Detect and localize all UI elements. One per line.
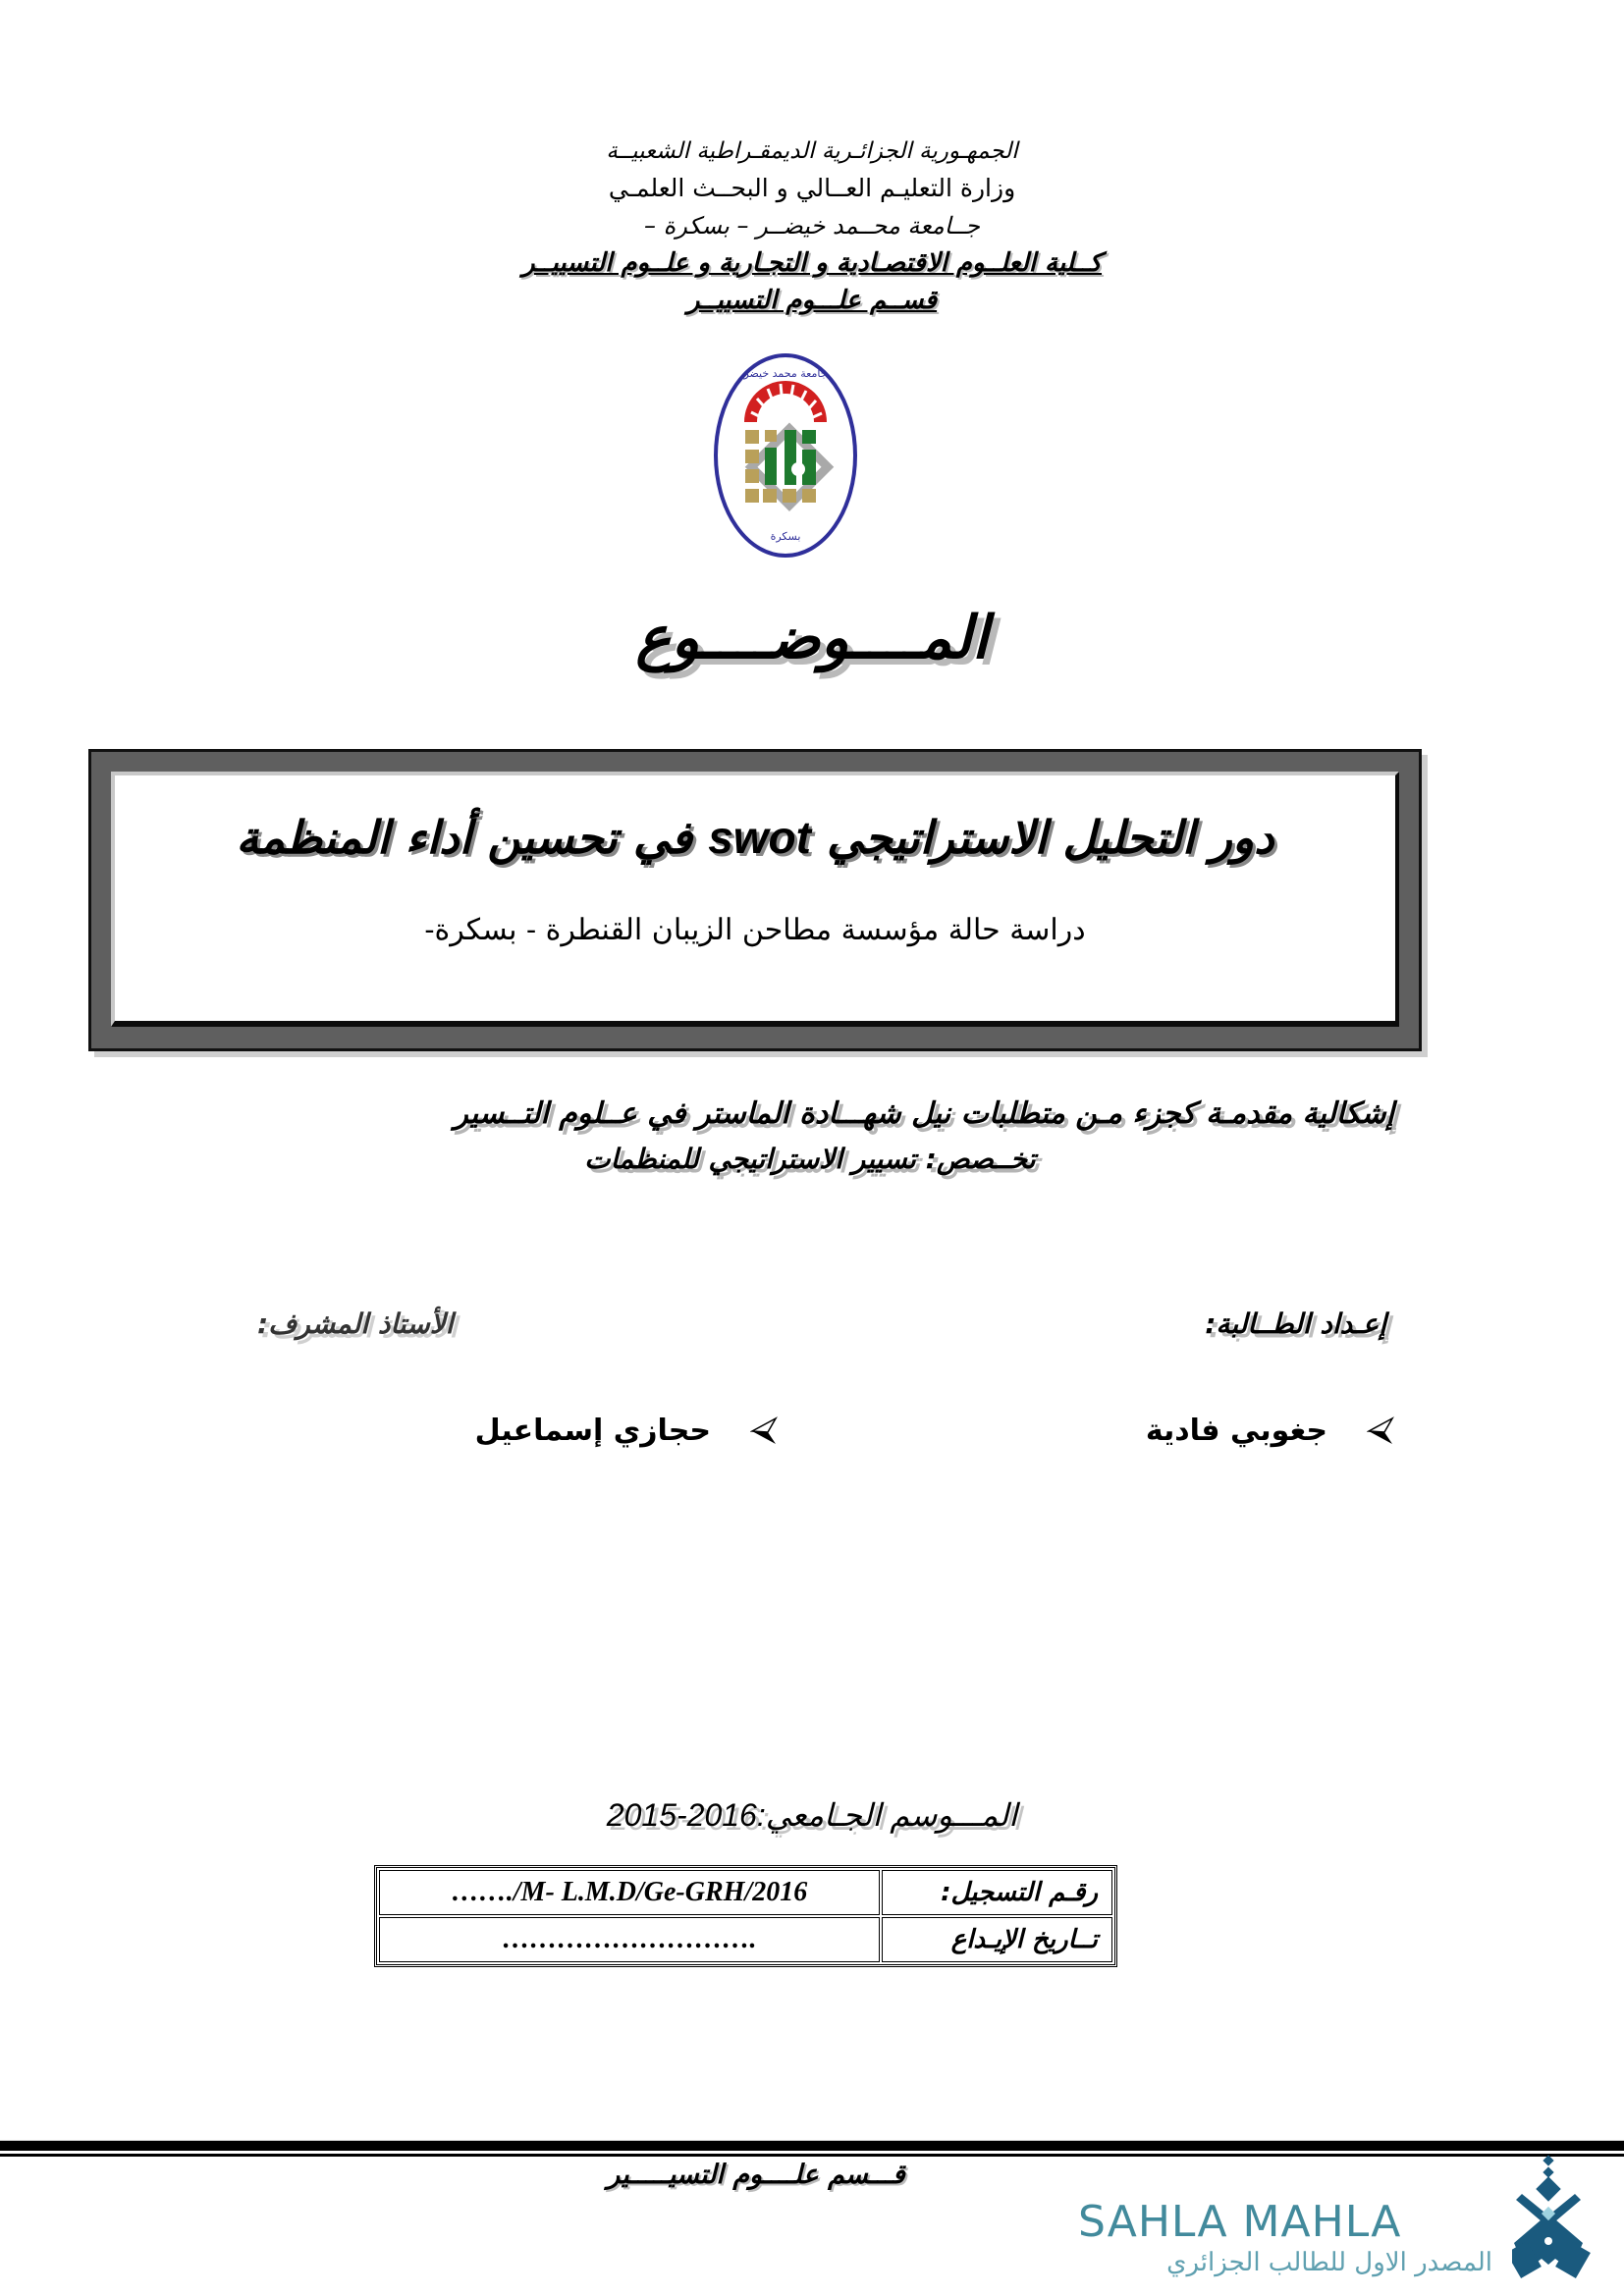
supervisor-entry — [475, 1414, 778, 1448]
institution-header — [0, 133, 1624, 319]
specialization-line: تخــصص: تسيير الاستراتيجي للمنظمات — [584, 1143, 1036, 1175]
degree-purpose — [147, 1092, 1394, 1182]
thesis-title — [115, 811, 1395, 864]
supervisor-label: الأستاذ المشرف: — [257, 1308, 454, 1340]
footer-rule-thin — [0, 2154, 1624, 2157]
watermark-tagline: المصدر الاول للطالب الجزائري — [1166, 2248, 1492, 2277]
registration-number-value: ……./M- L.M.D/Ge-GRH/2016 — [379, 1870, 880, 1915]
sahla-mahla-logo-icon — [1512, 2155, 1620, 2282]
title-frame — [88, 749, 1422, 1051]
registration-number-label: رقـم التسجيل: — [882, 1870, 1112, 1915]
student-entry — [1146, 1414, 1394, 1448]
university-logo — [712, 351, 859, 560]
faculty-name: كــلية العلــوم الاقتصـادية و التجـارية و علــوم التسييــر — [521, 248, 1103, 278]
subject-heading: المــــوضــــوع — [635, 604, 989, 672]
registration-table — [374, 1865, 1117, 1967]
title-frame-inner — [111, 772, 1399, 1027]
case-study-subtitle: دراسة حالة مؤسسة مطاحن الزيبان القنطرة - بسكرة- — [424, 913, 1086, 947]
footer-rule-thick — [0, 2140, 1624, 2151]
supervisor-name: حجازي إسماعيل — [474, 1414, 711, 1448]
academic-year — [0, 1796, 1624, 1834]
student-name: جغوبي فادية — [1145, 1414, 1327, 1448]
prepared-by-label: إعـداد الطــالبة: — [1205, 1308, 1386, 1340]
arrowhead-bullet-icon — [1367, 1416, 1394, 1446]
arrowhead-bullet-icon — [750, 1416, 778, 1446]
deposit-date-value: ………………………. — [379, 1917, 880, 1962]
svg-text:بسكرة: بسكرة — [770, 530, 801, 543]
country-name: الجمهـورية الجزائـرية الديمقـراطية الشعبيــة — [606, 138, 1018, 164]
thesis-title-part-2: في تحسين أداء المنظمة — [236, 811, 693, 864]
department-name: قســم علـــوم التسييــر — [686, 286, 938, 315]
university-name: جــامعة محــمد خيضــر – بسكرة – — [644, 212, 980, 240]
svg-text:جامعة محمد خيضر: جامعة محمد خيضر — [743, 367, 828, 380]
university-emblem-icon — [712, 351, 859, 560]
thesis-title-part-1: دور التحليل الاستراتيجي — [826, 811, 1274, 864]
ministry-name: وزارة التعليـم العــالي و البحــث العلمـي — [608, 174, 1016, 202]
watermark-brand: SAHLA MAHLA — [1078, 2197, 1402, 2247]
footer-department: قـــسم علــــوم التسيـــــير — [607, 2160, 905, 2190]
table-row — [379, 1917, 1112, 1962]
deposit-date-label: تــاريخ الإيـداع — [882, 1917, 1112, 1962]
thesis-title-swot: swot — [708, 812, 811, 863]
degree-requirement-line: إشكالية مقدمـة كجزء مـن متطلبات نيل شهـــادة الماستر في عــلوم التــسير — [454, 1096, 1394, 1131]
academic-year-value: 2015-2016 — [606, 1797, 757, 1833]
academic-year-label: المـــوسم الجـامعي: — [756, 1797, 1018, 1833]
table-row — [379, 1870, 1112, 1915]
